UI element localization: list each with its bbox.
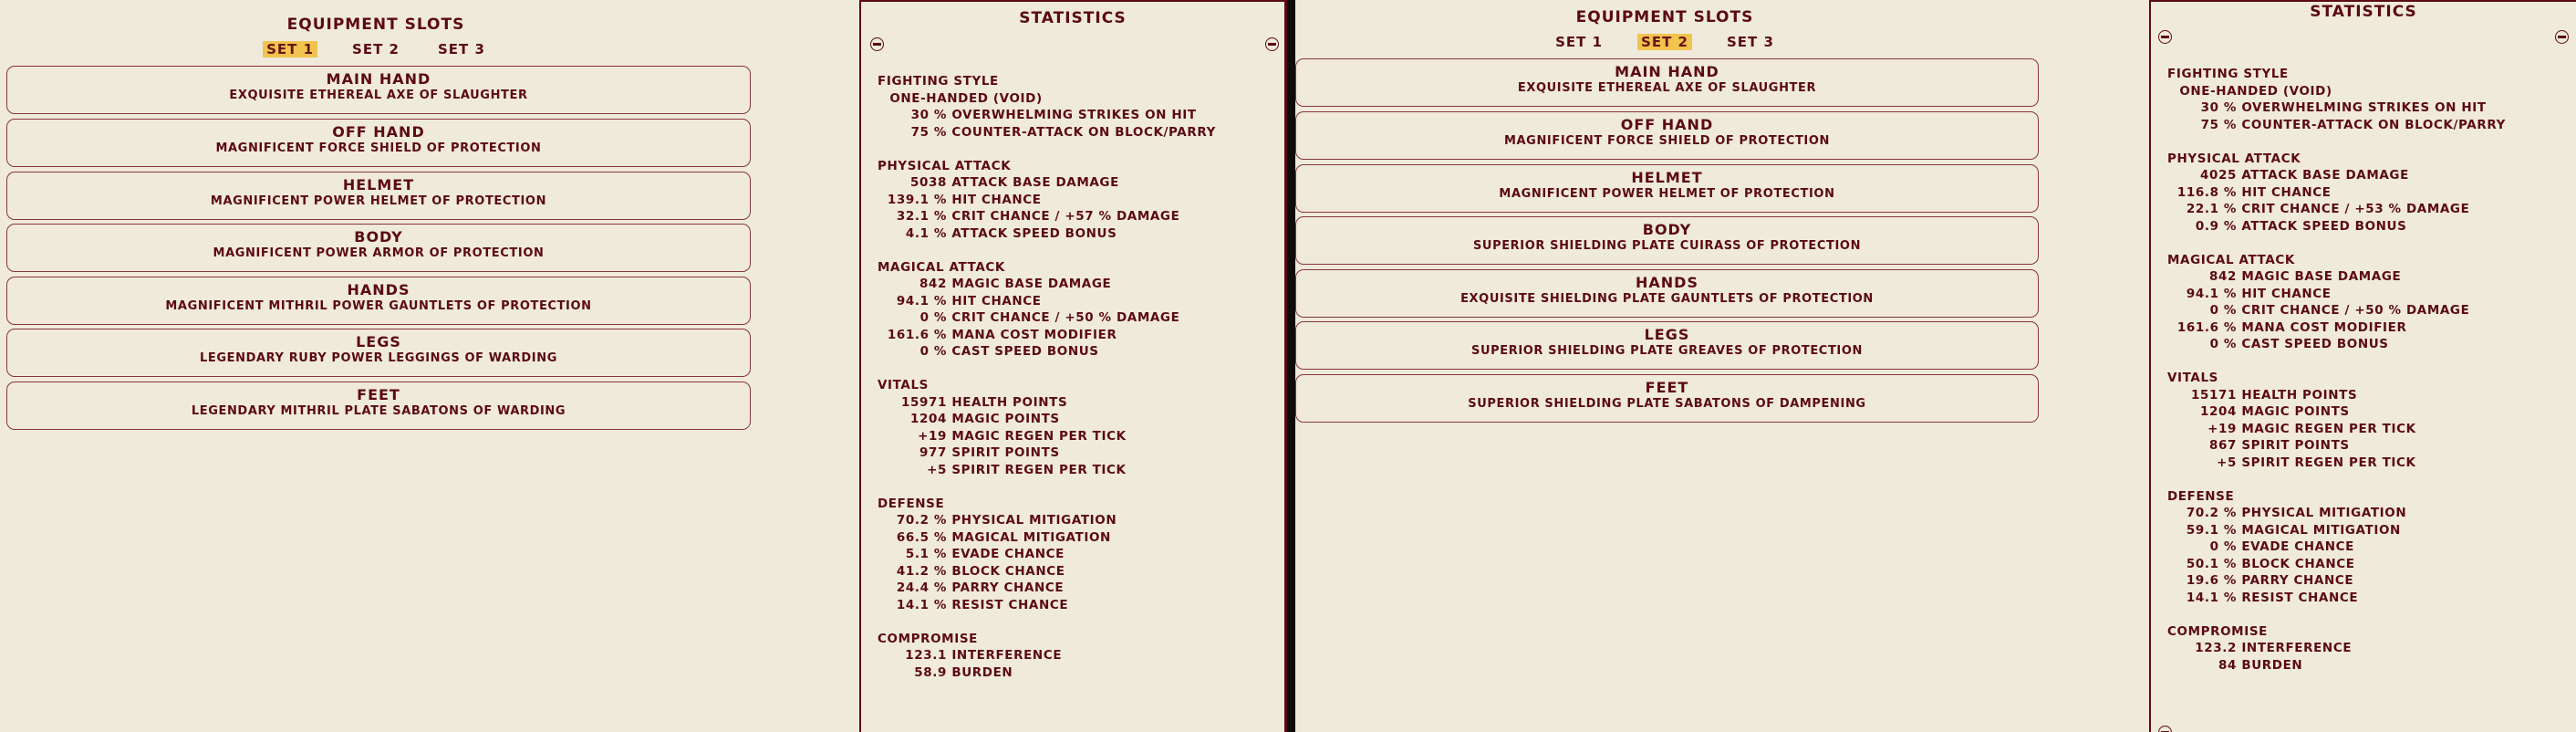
stat-value: 1204	[910, 412, 947, 426]
stat-value: 15171	[2191, 387, 2237, 403]
stat-value: 84	[2218, 657, 2237, 673]
stat-row	[878, 343, 1216, 361]
slot-hands[interactable]	[6, 277, 751, 325]
slot-item-name: SUPERIOR SHIELDING PLATE CUIRASS OF PROTECTION	[1472, 239, 1862, 253]
slot-helmet[interactable]	[1295, 164, 2039, 213]
stat-row	[878, 309, 1216, 327]
stat-value: 50.1 %	[2186, 556, 2237, 571]
stat-row	[878, 293, 1216, 310]
section-spacer	[878, 242, 1216, 259]
stat-label: PARRY CHANCE	[951, 580, 1065, 595]
tab-set-3[interactable]: SET 3	[437, 41, 485, 58]
statistics-title: STATISTICS	[1019, 9, 1127, 27]
stat-value: +19	[2207, 421, 2237, 436]
stat-section-title: MAGICAL ATTACK	[878, 259, 1005, 275]
slot-legs[interactable]	[6, 329, 751, 377]
stat-label: MAGIC BASE DAMAGE	[2241, 269, 2402, 284]
stat-value: 94.1 %	[2186, 286, 2237, 301]
stat-row	[878, 546, 1216, 563]
slot-hands[interactable]	[1295, 269, 2039, 318]
stat-value: 59.1 %	[2186, 522, 2237, 538]
slot-label: HANDS	[347, 281, 410, 298]
stat-value: +5	[927, 462, 947, 477]
section-spacer	[878, 361, 1216, 378]
slot-label: MAIN HAND	[1615, 63, 1719, 80]
stat-label: BURDEN	[951, 664, 1013, 680]
stat-row	[2167, 505, 2506, 522]
stat-value: 0 %	[919, 310, 947, 325]
stat-row	[2167, 302, 2506, 319]
stat-value: 15971	[901, 394, 947, 410]
section-spacer	[878, 478, 1216, 496]
stat-value: 70.2 %	[896, 513, 947, 528]
stat-row	[878, 411, 1216, 428]
collapse-left-icon[interactable]	[2158, 30, 2172, 44]
stat-value: 977	[919, 445, 947, 460]
stat-row	[2167, 83, 2506, 100]
stat-section-title: DEFENSE	[2167, 488, 2235, 504]
slot-feet[interactable]	[1295, 374, 2039, 423]
stat-label: INTERFERENCE	[951, 648, 1063, 663]
stat-label: RESIST CHANCE	[2241, 590, 2359, 605]
tab-set-1[interactable]: SET 1	[1555, 34, 1604, 50]
stat-row	[878, 225, 1216, 243]
stat-value: 41.2 %	[896, 563, 947, 579]
slot-label: FEET	[357, 386, 400, 403]
stat-value: 0 %	[919, 344, 947, 359]
slot-label: OFF HAND	[1620, 116, 1714, 133]
stat-label: CAST SPEED BONUS	[951, 344, 1099, 359]
stat-label: MAGIC POINTS	[951, 412, 1060, 426]
stat-value: 4025	[2200, 168, 2237, 183]
stat-row	[878, 428, 1216, 445]
section-spacer	[878, 141, 1216, 158]
section-spacer	[2167, 353, 2506, 371]
section-spacer	[878, 613, 1216, 631]
stat-row	[878, 327, 1216, 344]
stat-value: 123.2	[2195, 641, 2237, 655]
stat-value: 14.1 %	[2186, 590, 2237, 605]
tab-set-3[interactable]: SET 3	[1726, 34, 1774, 50]
stat-row	[2167, 319, 2506, 337]
tab-set-2[interactable]: SET 2	[352, 41, 400, 58]
stat-label: ATTACK BASE DAMAGE	[2241, 168, 2409, 183]
section-spacer	[2167, 471, 2506, 488]
stat-label: HEALTH POINTS	[2241, 387, 2358, 403]
stat-row	[2167, 590, 2506, 607]
stat-value: 842	[2209, 269, 2237, 284]
stat-value: 5.1 %	[905, 547, 947, 561]
statistics-title: STATISTICS	[2310, 3, 2417, 21]
section-spacer	[2167, 133, 2506, 151]
stat-value: 867	[2209, 438, 2237, 453]
stat-label: MAGIC POINTS	[2241, 404, 2350, 419]
slot-item-name: EXQUISITE ETHEREAL AXE OF SLAUGHTER	[229, 89, 528, 102]
slot-item-name: MAGNIFICENT POWER HELMET OF PROTECTION	[210, 194, 547, 208]
stat-row	[878, 124, 1216, 141]
stat-row	[2167, 556, 2506, 573]
collapse-left-icon[interactable]	[870, 37, 884, 51]
stat-label: HIT CHANCE	[2241, 286, 2332, 301]
slot-body[interactable]	[6, 224, 751, 272]
stat-value: +5	[2217, 455, 2237, 470]
panel-divider	[1284, 0, 1287, 732]
stat-row	[2167, 184, 2506, 202]
stat-row	[878, 174, 1216, 192]
stat-row	[2167, 218, 2506, 235]
section-spacer	[2167, 606, 2506, 623]
stat-value: 19.6 %	[2186, 573, 2237, 588]
slot-label: BODY	[354, 228, 403, 246]
stat-row	[878, 394, 1216, 412]
stats-list	[878, 73, 1216, 681]
slot-item-name: MAGNIFICENT POWER HELMET OF PROTECTION	[1499, 187, 1835, 201]
stat-row	[878, 90, 1216, 108]
set-tabs	[1482, 34, 1847, 50]
stat-label: EVADE CHANCE	[2241, 539, 2354, 554]
stat-row	[2167, 522, 2506, 539]
slot-label: HELMET	[1631, 169, 1703, 186]
stat-label: SPIRIT POINTS	[2241, 438, 2350, 453]
stat-row	[878, 107, 1216, 124]
slot-label: BODY	[1642, 221, 1692, 238]
stat-value: 94.1 %	[896, 293, 947, 308]
stat-value: 161.6 %	[2176, 319, 2237, 335]
stat-section-title: PHYSICAL ATTACK	[878, 158, 1012, 173]
slot-legs[interactable]	[1295, 321, 2039, 370]
stat-label: HIT CHANCE	[951, 192, 1042, 207]
slot-off-hand[interactable]	[1295, 111, 2039, 160]
stat-value: 75 %	[2200, 117, 2237, 132]
slot-label: OFF HAND	[332, 123, 425, 141]
stat-value: 75 %	[910, 124, 947, 140]
stat-label: CRIT CHANCE / +57 % DAMAGE	[951, 209, 1180, 224]
set-tabs	[193, 41, 558, 58]
stat-label: CRIT CHANCE / +50 % DAMAGE	[2241, 303, 2470, 318]
stat-row	[878, 664, 1216, 682]
stat-row	[878, 580, 1216, 597]
stat-row	[878, 512, 1216, 529]
stat-value: 30 %	[2200, 100, 2237, 115]
stat-value: 14.1 %	[896, 597, 947, 612]
slot-label: LEGS	[1644, 326, 1690, 343]
stat-row	[878, 647, 1216, 664]
stat-value: 842	[919, 277, 947, 291]
stat-label: MAGIC REGEN PER TICK	[2241, 421, 2416, 436]
stat-label: RESIST CHANCE	[951, 597, 1069, 612]
section-spacer	[2167, 235, 2506, 252]
stat-section-title: COMPROMISE	[2167, 623, 2268, 639]
stat-label: HIT CHANCE	[2241, 184, 2332, 200]
statistics-panel	[2149, 0, 2576, 732]
slot-body[interactable]	[1295, 216, 2039, 265]
stat-row	[878, 208, 1216, 225]
stat-label: CRIT CHANCE / +50 % DAMAGE	[951, 310, 1180, 325]
stat-value: 1204	[2200, 404, 2237, 419]
stat-section-title: MAGICAL ATTACK	[2167, 252, 2295, 267]
slot-item-name: SUPERIOR SHIELDING PLATE SABATONS OF DAMPENING	[1468, 397, 1866, 411]
stat-label: CAST SPEED BONUS	[2241, 337, 2389, 351]
slot-item-name: MAGNIFICENT FORCE SHIELD OF PROTECTION	[215, 141, 542, 155]
stat-row	[2167, 640, 2506, 657]
stat-row	[878, 563, 1216, 580]
stat-row	[2167, 99, 2506, 117]
stat-row	[2167, 437, 2506, 455]
equipment-slots-title: EQUIPMENT SLOTS	[286, 16, 465, 34]
stat-label: CRIT CHANCE / +53 % DAMAGE	[2241, 202, 2470, 216]
stat-value: 0.9 %	[2195, 218, 2237, 234]
equipment-panel-set-1	[0, 0, 1284, 732]
stat-row	[2167, 657, 2506, 674]
stat-row	[2167, 455, 2506, 472]
stat-row	[2167, 286, 2506, 303]
slot-label: LEGS	[356, 333, 401, 350]
stat-section-title: DEFENSE	[878, 496, 945, 511]
stat-label: ATTACK SPEED BONUS	[951, 225, 1117, 241]
stat-row	[2167, 201, 2506, 218]
stat-row	[2167, 572, 2506, 590]
stat-section-title: FIGHTING STYLE	[878, 74, 999, 89]
slot-main-hand[interactable]	[6, 66, 751, 114]
stat-section-title: VITALS	[878, 378, 930, 392]
slot-label: MAIN HAND	[326, 70, 431, 88]
collapse-right-icon[interactable]	[1265, 37, 1279, 51]
stat-label: MANA COST MODIFIER	[951, 327, 1117, 342]
stat-value: 161.6 %	[887, 327, 947, 342]
stat-label: COUNTER-ATTACK ON BLOCK/PARRY	[2241, 117, 2506, 132]
stat-value: 22.1 %	[2186, 202, 2237, 216]
equipment-panel-set-2	[1295, 0, 2576, 732]
stat-label: ATTACK BASE DAMAGE	[951, 175, 1119, 190]
stat-label: HEALTH POINTS	[951, 394, 1068, 410]
collapse-bottom-icon[interactable]	[2158, 726, 2172, 732]
stat-label: OVERWHELMING STRIKES ON HIT	[951, 108, 1197, 122]
stat-label: PHYSICAL MITIGATION	[2241, 506, 2407, 520]
statistics-panel	[859, 0, 1284, 732]
stat-row	[2167, 421, 2506, 438]
slot-feet[interactable]	[6, 382, 751, 430]
stat-label: MAGICAL MITIGATION	[2241, 522, 2401, 538]
stat-value: 116.8 %	[2176, 184, 2237, 200]
slot-item-name: LEGENDARY RUBY POWER LEGGINGS OF WARDING	[200, 351, 557, 365]
stat-label: ATTACK SPEED BONUS	[2241, 218, 2407, 234]
stat-row	[878, 192, 1216, 209]
collapse-right-icon[interactable]	[2555, 30, 2569, 44]
stat-row	[2167, 268, 2506, 286]
slot-main-hand[interactable]	[1295, 58, 2039, 107]
stat-row	[2167, 167, 2506, 184]
stat-row	[878, 597, 1216, 614]
stat-label: MAGICAL MITIGATION	[951, 529, 1111, 545]
stat-row	[2167, 387, 2506, 404]
stat-row	[878, 444, 1216, 462]
stat-row	[878, 529, 1216, 547]
stat-value: 66.5 %	[896, 529, 947, 545]
stat-label: INTERFERENCE	[2241, 641, 2353, 655]
stat-row	[878, 462, 1216, 479]
stat-value: 0 %	[2209, 539, 2237, 554]
stat-label: MAGIC BASE DAMAGE	[951, 277, 1112, 291]
equipment-slots-title: EQUIPMENT SLOTS	[1575, 8, 1754, 26]
stat-label: SPIRIT REGEN PER TICK	[951, 462, 1127, 477]
slot-item-name: MAGNIFICENT MITHRIL POWER GAUNTLETS OF PROTECTION	[165, 299, 592, 313]
stat-value: 70.2 %	[2186, 506, 2237, 520]
slot-item-name: EXQUISITE ETHEREAL AXE OF SLAUGHTER	[1517, 81, 1817, 95]
slot-helmet[interactable]	[6, 172, 751, 220]
slot-item-name: LEGENDARY MITHRIL PLATE SABATONS OF WARDING	[191, 404, 566, 418]
slot-label: HANDS	[1636, 274, 1698, 291]
stat-value: 58.9	[914, 664, 947, 680]
stat-value: 30 %	[910, 108, 947, 122]
stat-section-title: PHYSICAL ATTACK	[2167, 151, 2301, 166]
stat-row	[2167, 336, 2506, 353]
stat-value: 4.1 %	[905, 225, 947, 241]
stat-row	[2167, 117, 2506, 134]
stat-label: EVADE CHANCE	[951, 547, 1065, 561]
slot-label: FEET	[1645, 379, 1689, 396]
slot-label: HELMET	[342, 176, 415, 193]
tab-set-1[interactable]: SET 1	[263, 41, 317, 58]
stat-row	[878, 276, 1216, 293]
stat-label: MAGIC REGEN PER TICK	[951, 428, 1127, 444]
tab-set-2[interactable]: SET 2	[1637, 34, 1692, 50]
slot-item-name: MAGNIFICENT FORCE SHIELD OF PROTECTION	[1503, 134, 1831, 148]
stat-label: HIT CHANCE	[951, 293, 1042, 308]
stat-section-title: COMPROMISE	[878, 631, 978, 646]
stat-value: +19	[918, 428, 947, 444]
stat-value: 32.1 %	[896, 209, 947, 224]
stat-label: ONE-HANDED (VOID)	[2179, 83, 2332, 99]
stat-value: 5038	[910, 175, 947, 190]
stat-label: BLOCK CHANCE	[2241, 556, 2355, 571]
stat-value: 0 %	[2209, 303, 2237, 318]
stat-label: SPIRIT POINTS	[951, 445, 1060, 460]
stat-label: PARRY CHANCE	[2241, 573, 2354, 588]
stat-row	[2167, 403, 2506, 421]
stat-label: ONE-HANDED (VOID)	[889, 90, 1043, 106]
stat-row	[2167, 539, 2506, 556]
stat-label: COUNTER-ATTACK ON BLOCK/PARRY	[951, 124, 1216, 140]
stat-label: MANA COST MODIFIER	[2241, 319, 2407, 335]
slot-item-name: MAGNIFICENT POWER ARMOR OF PROTECTION	[213, 246, 545, 260]
slot-item-name: EXQUISITE SHIELDING PLATE GAUNTLETS OF PROTECTION	[1460, 292, 1874, 306]
stat-label: PHYSICAL MITIGATION	[951, 513, 1117, 528]
slot-off-hand[interactable]	[6, 119, 751, 167]
stat-label: BURDEN	[2241, 657, 2303, 673]
stat-label: BLOCK CHANCE	[951, 563, 1065, 579]
stat-label: SPIRIT REGEN PER TICK	[2241, 455, 2416, 470]
stats-list	[2167, 66, 2506, 674]
stat-value: 123.1	[905, 648, 947, 663]
stat-section-title: FIGHTING STYLE	[2167, 67, 2289, 81]
stat-value: 0 %	[2209, 337, 2237, 351]
stat-section-title: VITALS	[2167, 371, 2219, 385]
slot-item-name: SUPERIOR SHIELDING PLATE GREAVES OF PROTECTION	[1471, 344, 1863, 358]
stat-value: 24.4 %	[896, 580, 947, 595]
stat-label: OVERWHELMING STRIKES ON HIT	[2241, 100, 2487, 115]
stat-value: 139.1 %	[887, 192, 947, 207]
